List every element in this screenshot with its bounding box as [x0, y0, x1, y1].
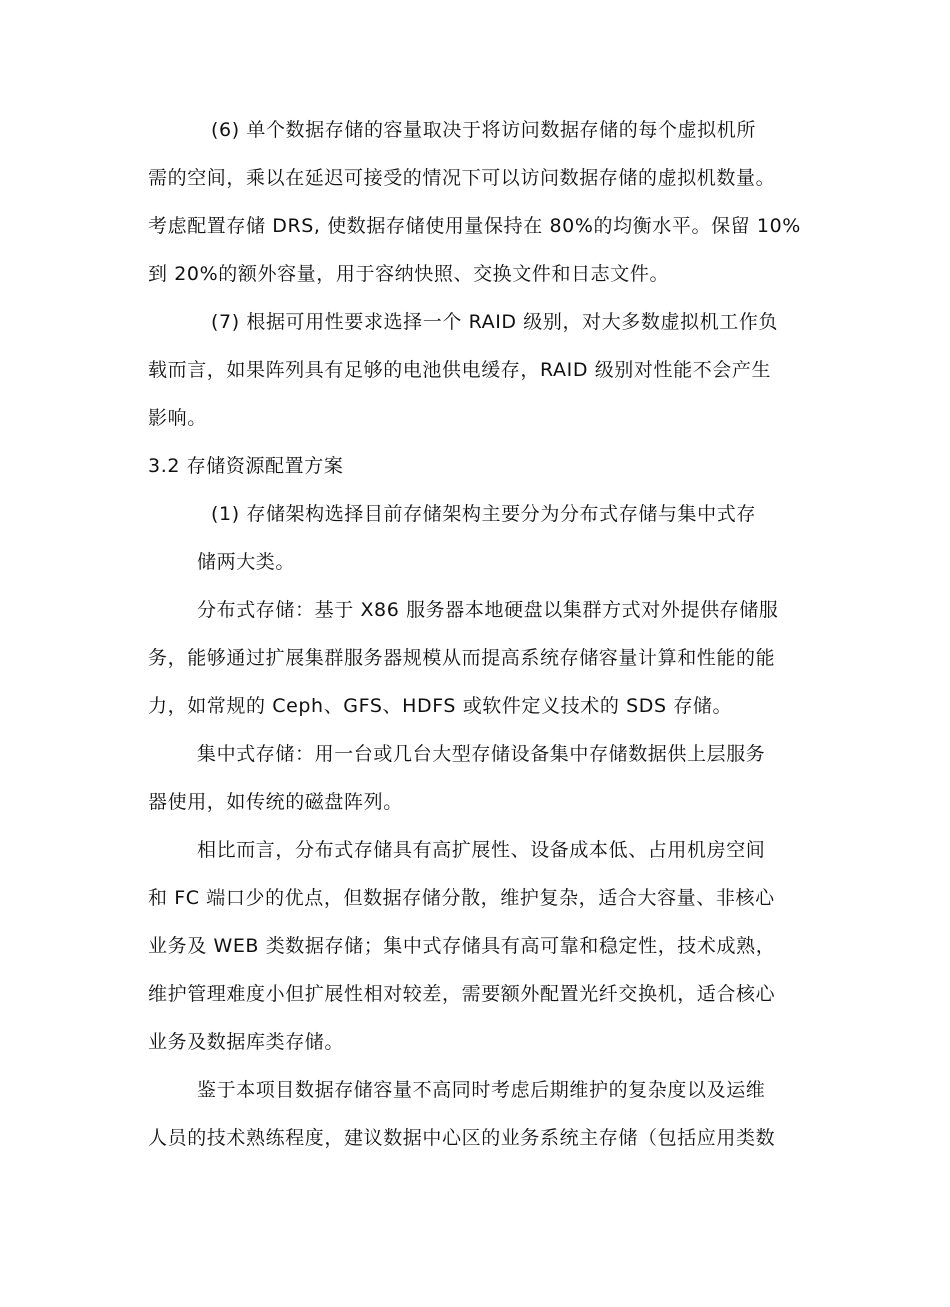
recommendation-line-1: 鉴于本项目数据存储容量不高同时考虑后期维护的复杂度以及运维	[197, 1079, 766, 1101]
distributed-line-3: 力，如常规的 Ceph、GFS、HDFS 或软件定义技术的 SDS 存储。	[148, 695, 733, 717]
item-1-line-2: 储两大类。	[197, 551, 296, 573]
distributed-line-2: 务，能够通过扩展集群服务器规模从而提高系统存储容量计算和性能的能	[148, 647, 776, 669]
recommendation-line-2: 人员的技术熟练程度，建议数据中心区的业务系统主存储（包括应用类数	[148, 1127, 776, 1149]
comparison-line-4: 维护管理难度小但扩展性相对较差，需要额外配置光纤交换机，适合核心	[148, 983, 776, 1005]
centralized-line-1: 集中式存储：用一台或几台大型存储设备集中存储数据供上层服务	[197, 743, 766, 765]
centralized-line-2: 器使用，如传统的磁盘阵列。	[148, 791, 403, 813]
paragraph-7-line-1: (7) 根据可用性要求选择一个 RAID 级别，对大多数虚拟机工作负	[211, 311, 779, 333]
paragraph-6-line-3: 考虑配置存储 DRS, 使数据存储使用量保持在 80%的均衡水平。保留 10%	[148, 215, 801, 237]
paragraph-6-line-2: 需的空间，乘以在延迟可接受的情况下可以访问数据存储的虚拟机数量。	[148, 167, 776, 189]
comparison-line-5: 业务及数据库类存储。	[148, 1031, 345, 1053]
distributed-line-1: 分布式存储：基于 X86 服务器本地硬盘以集群方式对外提供存储服	[197, 599, 779, 621]
item-1-line-1: (1) 存储架构选择目前存储架构主要分为分布式存储与集中式存	[211, 503, 756, 525]
paragraph-6-line-4: 到 20%的额外容量，用于容纳快照、交换文件和日志文件。	[148, 263, 670, 285]
paragraph-6-line-1: (6) 单个数据存储的容量取决于将访问数据存储的每个虚拟机所	[211, 119, 756, 141]
paragraph-7-line-3: 影响。	[148, 407, 207, 429]
paragraph-7-line-2: 载而言，如果阵列具有足够的电池供电缓存，RAID 级别对性能不会产生	[148, 359, 772, 381]
comparison-line-2: 和 FC 端口少的优点，但数据存储分散，维护复杂，适合大容量、非核心	[148, 887, 775, 909]
comparison-line-1: 相比而言，分布式存储具有高扩展性、设备成本低、占用机房空间	[197, 839, 766, 861]
section-heading: 3.2 存储资源配置方案	[148, 455, 344, 477]
comparison-line-3: 业务及 WEB 类数据存储；集中式存储具有高可靠和稳定性，技术成熟，	[148, 935, 776, 957]
